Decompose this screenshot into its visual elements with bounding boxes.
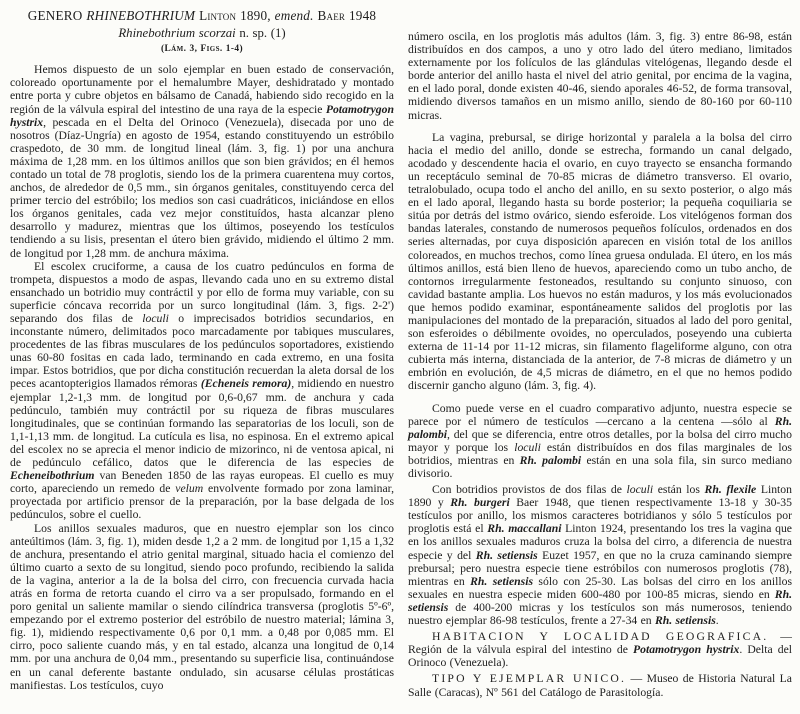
species-title: Rhinebothrium scorzai n. sp. (1) <box>118 25 286 40</box>
right-column <box>408 8 792 714</box>
paragraph-specimen-description: Hemos dispuesto de un solo ejemplar en buen estado de conservación, coloreado oportunamente por el hemalumbre Mayer, deshidratado y montado entre porta y cubre objetos en bálsamo de Canadá, habiendo sido recogido en la región de la válvula espiral del intestino de una raya de la especie Potamotrygon hystrix, pescada en el Delta del Orinoco (Venezuela), disecada por uno de nosotros (Díaz-Ungría) en agosto de 1954, estando constituyendo un estróbilo craspedoto, de 30 mm. de longitud lineal (lám. 3, fig. 1) por una anchura máxima de 1,28 mm. en los últimos anillos que son bien grávidos; en él hemos contado un total de 78 proglotis, siendo los de la primera cuarentena muy cortos, anchos, de alrededor de 0,5 mm., sin órganos genitales, constituyendo cerca del primer tercio del estróbilo; los medios son casi cuadráticos, iniciándose en ellos los órganos genitales, cada vez mejor constituídos, hasta alcanzar pleno desarrollo y madurez, mientras que los últimos, poseyendo los testículos tendiendo a su lisis, presentan el útero bien grávido, midiendo el último 2 mm. de longitud por 1,28 mm. de anchura máxima. <box>10 63 394 260</box>
left-column <box>10 8 394 714</box>
paragraph-habitat-locality: HABITACION Y LOCALIDAD GEOGRAFICA. — Región de la válvula espiral del intestino de Potamotrygon hystrix. Delta del Orinoco (Venezuela). <box>408 630 793 670</box>
paragraph-testicles-continuation: número oscila, en los proglotis más adultos (lám. 3, fig. 3) entre 86-98, están distribuídos en dos campos, a uno y otro lado del útero mediano, limitados externamente por los folículos de las glándulas vitelógenas, llegando desde el borde anterior del anillo hasta el nivel del atrio genital, por encima de la vagina, en el lado poral, donde existen 40-46, siendo aporales 46-52, de forma transoval, midiendo diversos tamaños en un mismo anillo, siendo de 80-160 por 60-110 micras. <box>408 30 792 122</box>
paragraph-vagina-ovary-uterus: La vagina, prebursal, se dirige horizontal y paralela a la bolsa del cirro hacia el medio del anillo, donde se estrecha, formando un canal delgado, acodado y descendente hacia el ovario, en cuyo trayecto se ensancha formando un receptáculo seminal de 70-85 micras de diámetro transverso. El ovario, tetralobulado, ocupa todo el ancho del anillo, en su sexto posterior, o algo más en el lado aporal, llegando hasta su borde posterior; la pequeña coquiliaria se sitúa por detrás del istmo ovárico, siendo esferoide. Los vitelógenos forman dos bandas laterales, constando de numerosos pequeños folículos, ordenados en dos series alternadas, por cuya disposición aparecen en visión total de los anillos coloreados, en muchos trechos, como línea gruesa ondulada. El útero, en los más últimos anillos, está bien lleno de huevos, apareciendo como un tubo ancho, de contornos irregularmente festoneados, resultando su conjunto sinuoso, con cavidad bastante amplia. Los huevos no están maduros, y los más evolucionados que hemos podido examinar, espontáneamente salidos del proglotis por las manipulaciones del montado de la preparación, situados al lado del poro genital, son esferoides o débilmente ovoides, no operculados, poseyendo una cubierta externa de 11-14 por 11-12 micras, sin filamento flageliforme alguno, con otra cubierta más interna, distanciada de la anterior, de 7-8 micras de diámetro y un embrión en evolución, de 4,5 micras de diámetro, en el que no hemos podido discernir gancho alguno (lám. 3, fig. 4). <box>408 130 792 393</box>
paragraph-comparison-other-species: Con botridios provistos de dos filas de loculi están los Rh. flexile Linton 1890 y Rh. burgeri Baer 1948, que tienen respectivamente 13-18 y 30-35 testículos por anillo, los mismos caracteres botridianos y sólo 5 testículos por proglotis está el Rh. maccallani Linton 1924, presentando los tres la vagina que en los anillos sexuales maduros cruza la bolsa del cirro, a diferencia de nuestra especie y del Rh. setiensis Euzet 1957, en que no la cruza caminando siempre prebursal; pero nuestra especie tiene estróbilos con numerosos proglotis (78), mientras en Rh. setiensis sólo con 25-30. Las bolsas del cirro en los anillos sexuales en nuestra especie miden 600-480 por 100-85 micras, siendo en Rh. setiensis de 400-200 micras y los testículos son más numerosos, teniendo nuestro ejemplar 86-98 testículos, frente a 27-34 en Rh. setiensis. <box>408 483 792 628</box>
paragraph-comparison-palombi: Como puede verse en el cuadro comparativo adjunto, nuestra especie se parece por el número de testículos —cercano a la centena —sólo al Rh. palombi, del que se diferencia, entre otros detalles, por la bolsa del cirro mucho mayor y porque los loculi están distribuídos en dos filas marginales de los botridios, mientras en Rh. palombi están en una sola fila, sin surco mediano divisorio. <box>408 401 792 480</box>
genus-title: GENERO RHINEBOTHRIUM Linton 1890, emend. Baer 1948 <box>27 8 377 23</box>
paragraph-scolex-description: El escolex cruciforme, a causa de los cuatro pedúnculos en forma de trompeta, dispuestos a modo de aspas, llevando cada uno en su extremo distal ensanchado un botridio muy contráctil y por ello de forma muy variable, con su superficie cóncava recorrida por un surco longitudinal (lám. 3, figs. 2-2') separando dos filas de loculi o imprecisados botridios secundarios, en inconstante número, delimitados poco marcadamente por tabiques musculares, procedentes de las fibras musculares de los pedúnculos soportadores, existiendo unas 60-80 fositas en cada lado, terminando en cada extremo, en una fosita impar. Estos botridios, que por dicha constitución recuerdan la aleta dorsal de los peces acantopterigios llamados rémoras (Echeneis remora), midiendo en nuestro ejemplar 1,2-1,3 mm. de longitud por 0,6-0,67 mm. de anchura y cada pedúnculo, también muy contráctil por su riqueza de fibras musculares longitudinales, que se continúan formando las separatorias de los loculi, son de 1,1-1,13 mm. de longitud. La cutícula es lisa, no espinosa. En el extremo apical del escolex no se aprecia el menor indicio de mizorinco, ni de ventosa apical, ni de pedúnculo cefálico, datos que le diferencia de las especies de Echeneibothrium van Beneden 1850 de las rayas europeas. El cuello es muy corto, apareciendo un remedo de velum envolvente formado por zona laminar, proyectada por artificio prensor de la preparación, por la base delgada de los pedúnculos, sobre el cuello. <box>10 259 395 522</box>
paragraph-type-specimen: TIPO Y EJEMPLAR UNICO. — Museo de Historia Natural La Salle (Caracas), Nº 561 del Catálogo de Parasitología. <box>408 672 792 699</box>
figure-reference: (Lám. 3, Figs. 1-4) <box>161 44 243 55</box>
paragraph-mature-proglottids: Los anillos sexuales maduros, que en nuestro ejemplar son los cinco anteúltimos (lám. 3, fig. 1), miden desde 1,2 a 2 mm. de longitud por 1,15 a 1,32 de anchura, presentando el atrio genital marginal, situado hacia el comienzo del último cuarto a sexto de su longitud, siendo poco profundo, recibiendo la salida de la vagina, anterior a la de la bolsa del cirro, con frecuencia curvada hacia atrás en forma de retorta cuando el cirro va a ser propulsado, formando en el poro genital un saliente mamilar o siendo cilíndrica transversa (proglotis 5º-6º, empezando por el extremo posterior del estróbilo de nuestro material; lámina 3, fig. 1), midiendo respectivamente 0,6 por 0,1 mm. a 0,48 por 0,085 mm. El cirro, poco saliente cuando más, y en tal estado, alcanza una longitud de 0,14 mm. por una anchura de 0,04 mm., presentando su superficie lisa, continuándose en un canal deferente bastante ondulado, sin acusarse células prostáticas manifiestas. Los testículos, cuyo <box>10 521 394 692</box>
section-heading <box>10 8 394 56</box>
